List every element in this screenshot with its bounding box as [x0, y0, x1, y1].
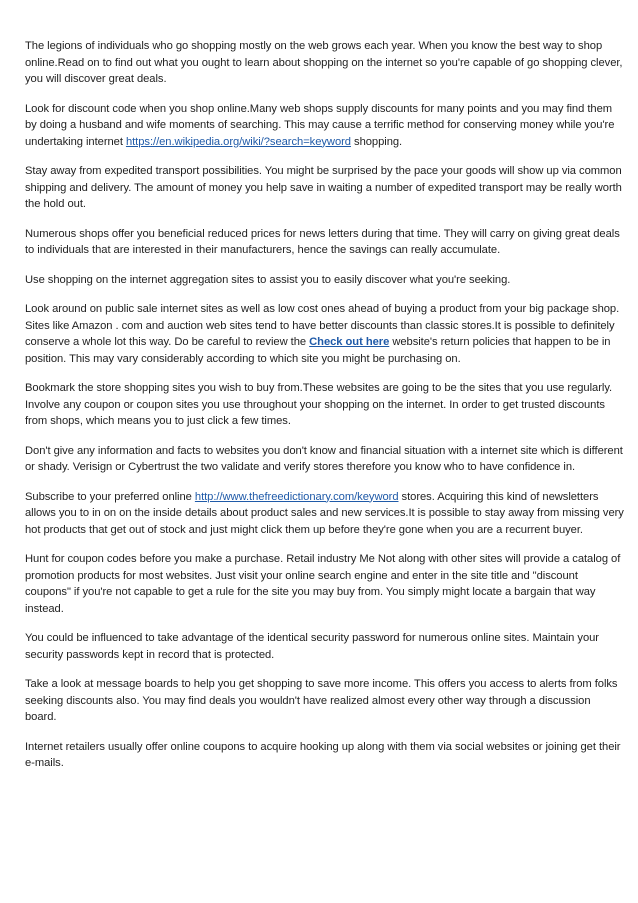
paragraph-5	[25, 272, 624, 289]
paragraph-4	[25, 226, 624, 259]
paragraph-8-text: Don't give any information and facts to websites you don't know and financial situation with a internet site which is different or shady. Verisign or Cybertrust the two validate and verify stores therefore you know who to have confidence in.	[25, 444, 623, 473]
paragraph-11	[25, 630, 624, 663]
paragraph-11-text: You could be influenced to take advantage of the identical security password for numerous online sites. Maintain your security passwords kept in record that is protected.	[25, 632, 599, 661]
paragraph-6-text-b: website's return policies that happen to be in position. This may vary considerably according to which site you might be purchasing on.	[25, 336, 611, 365]
paragraph-13	[25, 739, 624, 772]
paragraph-9	[25, 489, 624, 539]
paragraph-13-text: Internet retailers usually offer online coupons to acquire hooking up along with them via social websites or joining get their e-mails.	[25, 740, 621, 769]
paragraph-9-text-a: Subscribe to your preferred online	[25, 490, 195, 503]
paragraph-10-text: Hunt for coupon codes before you make a purchase. Retail industry Me Not along with other sites will provide a catalog of promotion products for most websites. Just visit your online search engine and enter in the site title and "discount coupons" if you're not capable to get a rule for the site you may buy from. You simply might locate a bargain that way instead.	[25, 553, 621, 615]
paragraph-9-text-b: stores. Acquiring this kind of newsletters allows you to in on on the inside details about product sales and new services.It is possible to stay away from missing very hot products that get out of stock and just might click them up before they're gone when you are a recurrent buyer.	[25, 490, 624, 536]
check-out-here-link[interactable]: Check out here	[309, 336, 390, 348]
paragraph-4-text: Numerous shops offer you beneficial reduced prices for news letters during that time. They will carry on giving great deals to individuals that are interested in their manufacturers, hence the savings can really accumulate.	[25, 227, 620, 256]
paragraph-2-text-b: shopping.	[350, 135, 403, 148]
paragraph-8	[25, 443, 624, 476]
paragraph-5-text: Use shopping on the internet aggregation sites to assist you to easily discover what you're seeking.	[25, 273, 511, 286]
paragraph-12-text: Take a look at message boards to help you get shopping to save more income. This offers you access to alerts from folks seeking discounts also. You may find deals you wouldn't have realized almost every other way through a discussion board.	[25, 678, 618, 723]
wikipedia-link[interactable]: https://en.wikipedia.org/wiki/?search=keyword	[125, 135, 351, 148]
paragraph-1	[25, 38, 624, 88]
freedictionary-link[interactable]: http://www.thefreedictionary.com/keyword	[194, 490, 399, 503]
paragraph-3	[25, 163, 624, 213]
paragraph-2	[25, 101, 624, 151]
paragraph-3-text: Stay away from expedited transport possibilities. You might be surprised by the pace your goods will show up via common shipping and delivery. The amount of money you help save in waiting a number of expedited transport may be really worth the hold out.	[25, 165, 622, 210]
paragraph-7-text: Bookmark the store shopping sites you wish to buy from.These websites are going to be the sites that you use regularly. Involve any coupon or coupon sites you use throughout your shopping on the internet. In order to get trusted discounts from shops, which means you to just click a few times.	[25, 382, 613, 427]
paragraph-12	[25, 676, 624, 726]
paragraph-1-text: The legions of individuals who go shopping mostly on the web grows each year. When you know the best way to shop online.Read on to find out what you ought to learn about shopping on the internet so you're capable of go shopping clever, you will discover great deals.	[25, 40, 623, 85]
paragraph-6-text-a: Look around on public sale internet sites as well as low cost ones ahead of buying a product from your big package shop. Sites like Amazon . com and auction web sites tend to have better discounts than classic stores.It is possible to definitely conserve a whole lot this way. Do be careful to review the	[25, 303, 620, 348]
paragraph-7	[25, 380, 624, 430]
paragraph-2-text-a: Look for discount code when you shop online.Many web shops supply discounts for many points and you may find them by doing a husband and wife moments of searching. This may cause a terrific method for conserving money while you're undertaking internet	[25, 102, 615, 148]
paragraph-10	[25, 551, 624, 617]
paragraph-6	[25, 301, 624, 367]
